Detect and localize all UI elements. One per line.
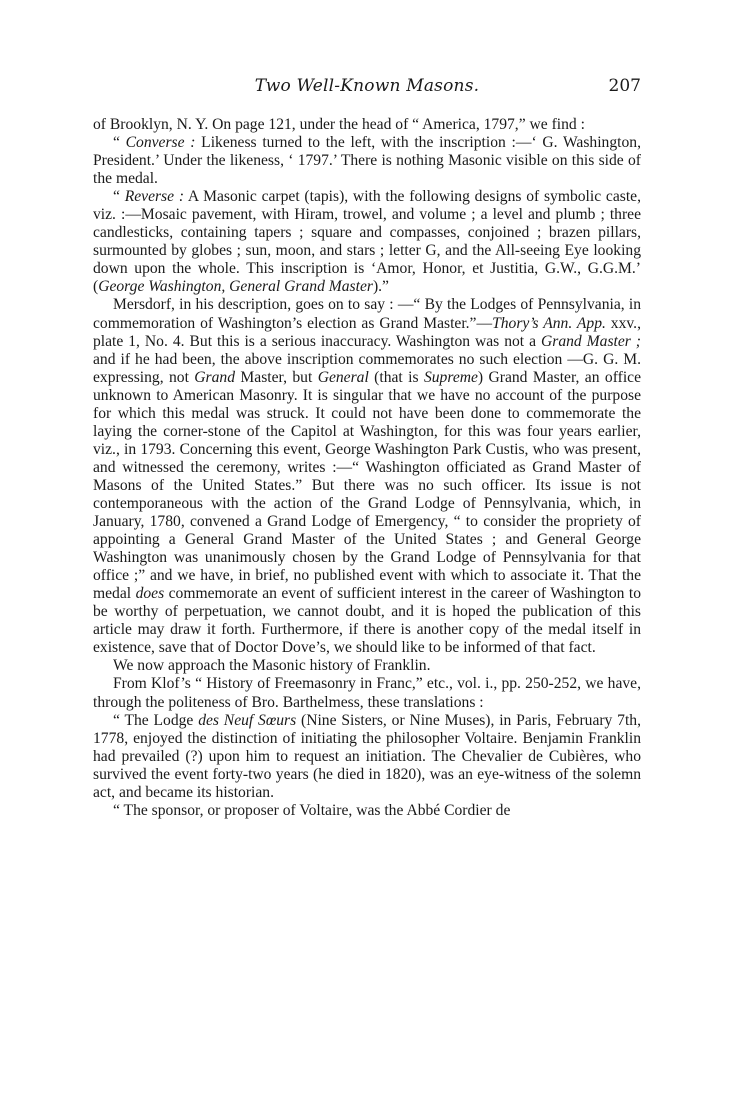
text-run: (Nine Sisters, or Nine Muses), in Paris, February 7th, 1778, enjoyed the distinction of initiating the philosopher Voltaire. Benjamin Franklin had prevailed (?) upon him to request an initiation. The Chevalier de Cubières, who survived the event forty-two years (he died in 1820), was an eye-witness of the solemn act, and became its historian. [93, 711, 642, 801]
italic-text: Supreme [423, 368, 478, 386]
paragraph [93, 188, 641, 296]
text-run: From Klof’s “ History of Freemasonry in Franc,” etc., vol. i., pp. 250-252, we have, through the politeness of Bro. Barthelmess, these translations : [93, 675, 641, 711]
text-run: ) Grand Master, an office unknown to American Masonry. It is singular that we have no account of the purpose for which this medal was struck. It could not have been done to commemorate the laying the corner-stone of the Capitol at Washington, for this was four years earlier, viz., in 1793. Concerning this event, George Washington Park Custis, who was present, and witnessed the ceremony, writes :—“ Washington officiated as Grand Master of Masons of the United States.” But there was no such officer. Its issue is not contemporaneous with the action of the Grand Lodge of Pennsylvania, which, in January, 1780, convened a Grand Lodge of Emergency, “ to consider the propriety of appointing a General Grand Master of the United States ; and General George Washington was unanimously chosen by the Grand Lodge of Pennsylvania for that office ;” and we have, in brief, no published event with which to associate it. That the medal [93, 368, 641, 603]
text-run: Master, but [235, 368, 318, 386]
text-run: “ The Lodge [113, 711, 199, 729]
text-run: “ [113, 188, 125, 206]
italic-text: Converse : [125, 134, 196, 152]
italic-text: des Neuf Sœurs [198, 711, 297, 729]
paragraph [93, 296, 641, 657]
paragraph [93, 116, 641, 134]
italic-text: Grand Master ; [540, 332, 641, 350]
paragraph [93, 657, 641, 675]
page-number: 207 [608, 76, 641, 96]
text-run: (that is [368, 368, 424, 386]
book-page [93, 76, 641, 820]
text-run: A Masonic carpet (tapis), with the following designs of symbolic caste, viz. :—Mosaic pavement, with Hiram, trowel, and volume ; a level and plumb ; three candlesticks, containing tapers ; square and compasses, conjoined ; brazen pillars, surmounted by globes ; sun, moon, and stars ; letter G, and the All-seeing Eye looking down upon the whole. This inscription is ‘Amor, Honor, et Justitia, G.W., G.G.M.’ ( [93, 188, 641, 296]
text-run: We now approach the Masonic history of Franklin. [113, 657, 431, 675]
paragraph [93, 134, 641, 188]
running-header [93, 76, 641, 104]
text-run: and if he had been, the above inscription commemorates no such election —G. G. M. expressing, not [93, 350, 641, 386]
italic-text: Reverse : [124, 188, 185, 206]
body-text [93, 116, 641, 820]
text-run: ).” [372, 278, 389, 296]
italic-text: Grand [194, 368, 236, 386]
running-title: Two Well-Known Masons. [254, 76, 480, 96]
text-run: “ [113, 134, 126, 152]
text-run: “ The sponsor, or proposer of Voltaire, was the Abbé Cordier de [113, 801, 511, 819]
italic-text: George Washington, General Grand Master [98, 278, 373, 296]
paragraph [93, 802, 641, 820]
italic-text: does [135, 585, 165, 603]
text-run: of Brooklyn, N. Y. On page 121, under the head of “ America, 1797,” we find : [93, 116, 585, 133]
text-run: Mersdorf, in his description, goes on to say : —“ By the Lodges of Pennsylvania, in commemoration of Washington’s election as Grand Master.”— [93, 296, 641, 332]
text-run: xxv., plate 1, No. 4. But this is a serious inaccuracy. Washington was not a [93, 314, 641, 350]
text-run: commemorate an event of sufficient interest in the career of Washington to be worthy of perpetuation, we cannot doubt, and it is hoped the publication of this article may draw it forth. Furthermore, if there is another copy of the medal itself in existence, save that of Doctor Dove’s, we should like to be informed of that fact. [93, 585, 641, 657]
italic-text: Thory’s Ann. App. [492, 314, 606, 332]
text-run: Likeness turned to the left, with the inscription :—‘ G. Washington, President.’ Under the likeness, ‘ 1797.’ There is nothing Masonic visible on this side of the medal. [93, 134, 641, 188]
paragraph [93, 675, 641, 711]
paragraph [93, 712, 641, 802]
italic-text: General [317, 368, 369, 386]
